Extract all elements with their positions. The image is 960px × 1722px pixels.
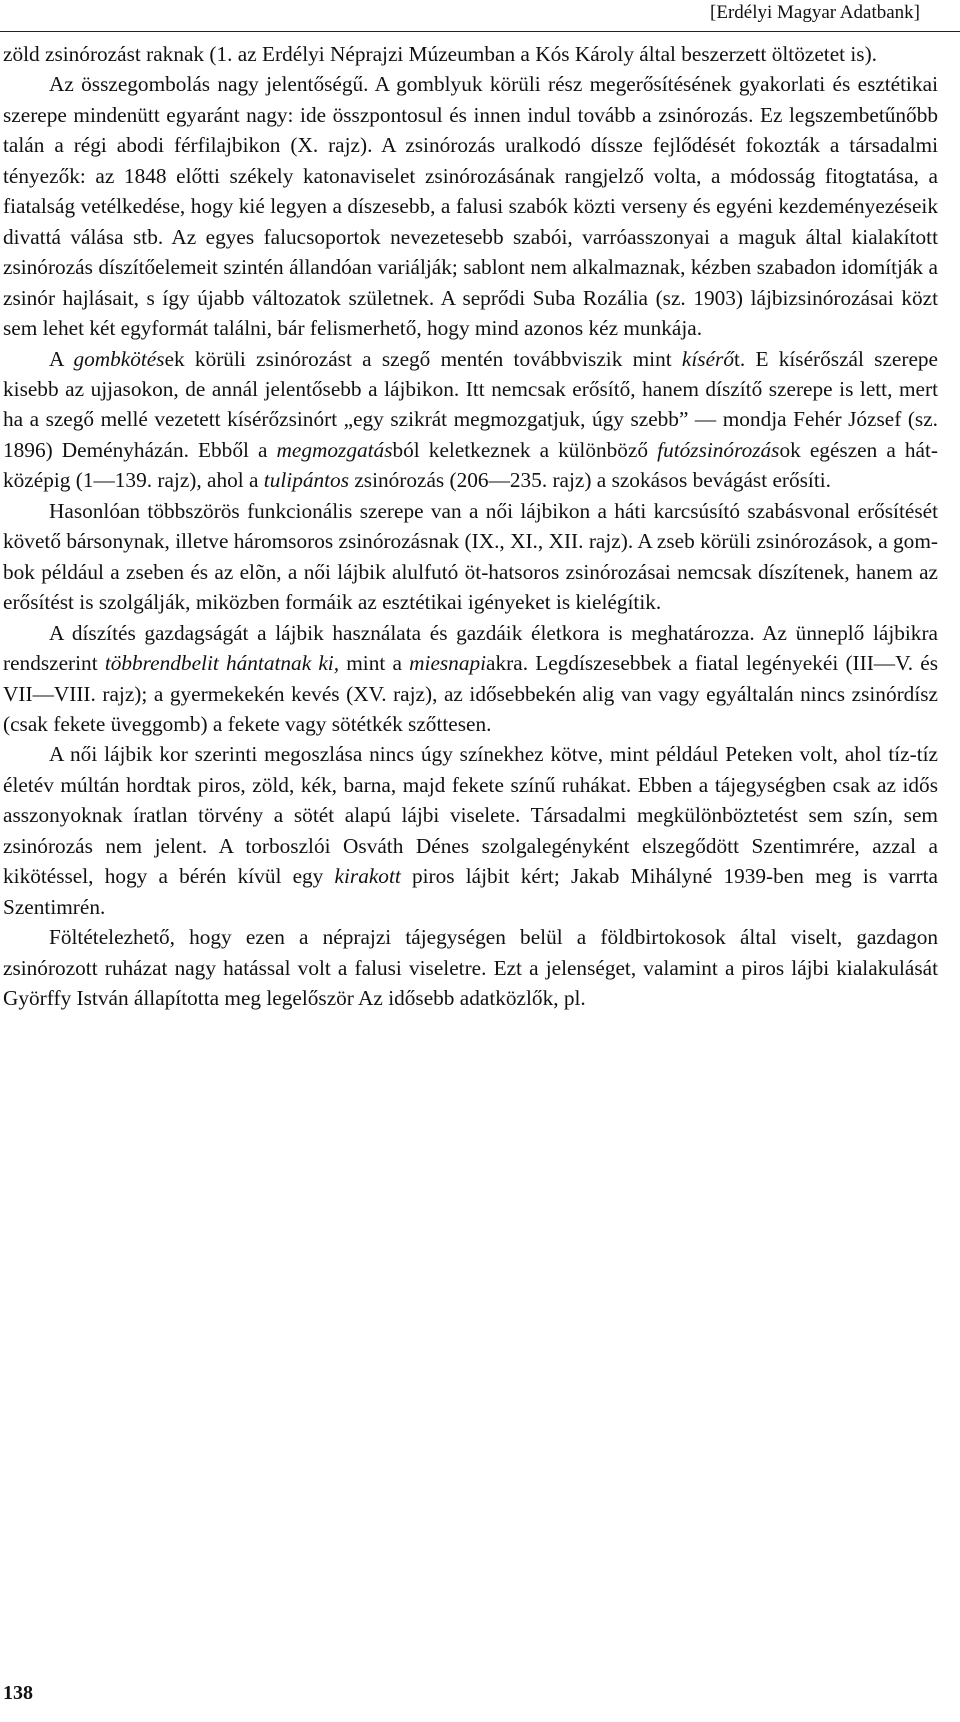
text-run: zöld zsinórozást raknak (1. az Erdélyi Néprajzi Múzeumban a Kós Károly által beszerzett öltözetet is). — [3, 42, 878, 66]
text-run: piros lájbit kért; Jakab Mihályné 1939-ben meg is varrta Szentimrén. — [3, 864, 938, 919]
text-run: A díszítés gazdagságát a lájbik használata és gazdáik életkora is meghatározza. Az ünneplő lájbikra rendszerint — [3, 620, 938, 676]
text-run: A női lájbik kor szerinti megoszlása nincs úgy színekhez kötve, mint például Peteken volt, ahol tíz-tíz életév múltán hordtak piros, zöld, kék, barna, majd fekete színű ruhákat. Ebben a tájegységben csak az idős asszonyoknak íratlan törvény a sötét alapú lájbi viselete. Társadalmi megkülönböztetést sem szín, sem zsinórozás nem jelent. A torboszlói Osváth Dénes szolgalegényként elszegődött Szentimrére, azzal a kikötéssel, hogy a bérén kívül egy — [3, 742, 938, 889]
italic-text: kísérő — [681, 346, 734, 371]
text-run: t. E kísérőszál szerepe kisebb az ujjasokon, de annál jelentősebb a lájbikon. Itt nemcsak erősítő, hanem díszítő szerepe is lett, mert ha a szegő mellé vezetett kísérőzsinórt „egy szikrát megmozgatjuk, úgy szebb” — mondja Fehér József (sz. 1896) Deményházán. Ebből a — [3, 346, 938, 462]
text-run: zsinórozás (206—235. rajz) a szokásos bevágást erősíti. — [349, 468, 831, 493]
text-run: mint a — [339, 651, 410, 676]
text-run: Hasonlóan többszörös funkcionális szerepe van a női lájbikon a háti karcsúsító szabásvonal erősítését követő bársonynak, illetve háromsoros zsinórozásnak (IX., XI., XII. rajz). A zseb körüli zsinórozások, a gombok például a zseben és az elõn, a női lájbik alulfutó öt-hatsoros zsinórozásai nemcsak díszítenek, hanem az erősítést is szolgálják, miközben formáik az esztétikai igényeket is kielégítik. — [3, 498, 938, 615]
paragraph — [3, 69, 938, 343]
text-run: A — [49, 346, 74, 371]
italic-text: futózsinórozás — [657, 437, 780, 462]
text-run: akra. Legdíszesebbek a fiatal legényekéi (III—V. és VII—VIII. rajz); a gyermekekén kevés (XV. rajz), az idősebbekén alig van vagy egyáltalán nincs zsinórdísz (csak fekete üveggomb) a fekete vagy sötétkék szőttesen. — [3, 651, 938, 736]
paragraph — [3, 739, 938, 922]
paragraph — [3, 344, 938, 496]
document-body — [3, 39, 938, 1014]
italic-text: miesnapi — [409, 651, 487, 676]
italic-text: többrendbelit hántatnak ki, — [104, 651, 340, 676]
paragraph — [3, 922, 938, 1013]
text-run: ok egészen a hátközépig (1—139. rajz), ahol a — [3, 437, 939, 493]
paragraph — [3, 496, 938, 618]
text-run: ból keletkeznek a különböző — [392, 437, 658, 462]
italic-text: megmozgatás — [276, 437, 393, 462]
text-run: Föltételezhető, hogy ezen a néprajzi tájegységen belül a földbirtokosok által viselt, gazdagon zsinórozott ruházat nagy hatással volt a falusi viseletre. Ezt a jelenséget, valamint a piros lájbi kialakulását Györffy István állapította meg legelőször Az idősebb adatközlők, pl. — [3, 925, 938, 1011]
header-divider — [0, 31, 960, 32]
italic-text: kirakott — [334, 864, 401, 889]
text-run: ek körüli zsinórozást a szegő mentén továbbviszik mint — [164, 346, 682, 371]
italic-text: gombkötés — [73, 346, 165, 371]
page-number: 138 — [3, 1682, 33, 1704]
italic-text: tulipántos — [263, 468, 349, 493]
text-run: Az összegombolás nagy jelentőségű. A gomblyuk körüli rész megerősítésének gyakorlati és esztétikai szerepe mindenütt egyaránt nagy: ide összpontosul és innen indul tovább a zsinórozás. Ez legszembetűnőbb talán a régi abodi férfilajbikon (X. rajz). A zsinórozás uralkodó díssze fejlődését fokozták a társadalmi tényezők: az 1848 előtti székely katonaviselet zsinórozásának rangjelző volta, a módosság fitogtatása, a fiatalság vetélkedése, hogy kié legyen a díszesebb, a falusi szabók közti verseny és egyéni kezdeményezéseik divattá válása stb. Az egyes falucsoportok nevezetesebb szabói, varróasszonyai a maguk által kialakított zsinórozás díszítőelemeit szintén állandóan variálják; sablont nem alkalmaznak, kézben szabadon idomítják a zsinór hajlásait, s így újabb változatok születnek. A seprődi Suba Rozália (sz. 1903) lájbizsinórozásai közt sem lehet két egyformát találni, bár felismerhető, hogy mind azonos kéz munkája. — [3, 72, 938, 341]
paragraph — [3, 618, 938, 740]
paragraph — [3, 39, 938, 69]
page-header: [Erdélyi Magyar Adatbank] — [710, 2, 920, 23]
